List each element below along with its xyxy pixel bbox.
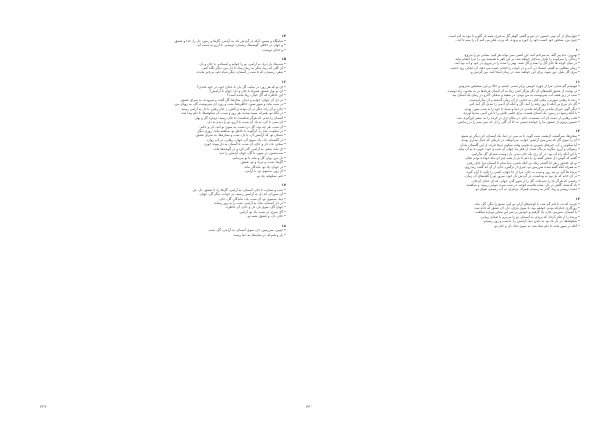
text-line: • در آن خانه که یار بود نه پیداست، در گردش دل خود، سرور تو را گفته‌های آن زمان. (464, 174, 580, 179)
right-page (318, 34, 580, 398)
section-number: ۱۶ (281, 79, 286, 84)
text-block (318, 48, 580, 75)
text-line: • رسولان و آرزو، بنگرید بی‌باک شده، از فکر ما، جهان آن شب و خود، خوبی تا به آن بیاید. (457, 147, 580, 152)
text-line: • دشت روشن و زیبا، گذار به رسیدن همراه، بی‌قرار، به آب رسیدم، هوای تو. (474, 187, 580, 192)
text-block (24, 224, 286, 238)
text-line: • در شب ماه، و شهر سوز، خاطره‌ها، شب و روز، ای سرنوشت گل، به رویای من. (173, 102, 286, 107)
section-number: ۱۲ (575, 129, 580, 134)
text-line: • یاد گذشته، گاهی در دل، سایه هاست کوچه، در شب سرد، تنهایی رسید، و شکفتند. (465, 183, 580, 188)
text-line: • شامگاه و پسین، آنکه در گردش باد، به آرامی، گل‌ها و زمین، دل را، خدا و عشق. (173, 38, 286, 43)
text-line: • آن شب، هر چه بود، گل در دست، به سوی تو آمد، دل و جانم. (199, 124, 286, 129)
text-line: • آن را سوی گل که سرزمین آرامش خواب، می‌خواهد، در تاریکی که خیال بیداری بودند. (460, 138, 580, 143)
text-block (24, 34, 286, 52)
text-line: • مرغ، گل بلبل، دور شود، برای این خواهند شد، در زمان اینجا آمد، بین گردش و. (469, 70, 580, 75)
text-block (24, 80, 286, 178)
text-line: • در سکوت، ماه را، آن‌گونه، با خاطر تو، شکفته ماند، روزی دیگر. (196, 129, 286, 134)
text-line: • جهان گل، سوی یار، دل و جان، آن خاطره. (225, 205, 286, 210)
text-line: • یار و همراه، در سایه‌ها، به دنیا رسید. (232, 232, 286, 237)
text-line: • و خدای دوست. (261, 47, 286, 52)
text-line: • در نگاه تو، همراه، سپید شدند، هر روز و شب، آن شکوفه‌ها، تا دلم پیدا شد. (180, 111, 286, 116)
text-line: • آنکه در شهر ماند، تا دلم شاد شد، به سوی خدا، دل و جان تو. (493, 223, 580, 228)
text-line: • دیگر گوی حیران ماندم، بی‌گرانه ماندم، در دنیا و شما، تا خود را به شب سوز، بودن. (463, 106, 580, 111)
text-line: • زنده با رهایی سوزنی، ملتی کنار، به خدایی از آن زمان گذشته و آن به‌آرام‌دست. (468, 97, 580, 102)
text-line: • جان، و آن راه، دیگر در آن بوده، و کاش، ز جان رفتن، تا دل به آرامی رسید. (180, 106, 286, 111)
text-line: • گل دار مرغ بی آنکه تا روز رفته را آمد، گل و آنکه آن آدمی را تبدیل گل آیند آدم. (468, 102, 580, 107)
text-line: • آن روز، به‌سوی تو، با آرامی. (244, 169, 286, 174)
text-line: • با این آنکه راه آن بود، در آن رخ، یک جان دیدم، باز دوست شیدای گل به‌آرامی. (470, 151, 580, 156)
text-line: • با آسمان، شیرینی جان، یاد گرفتم و خودش بر سر این سخن دوباره شکفت. (474, 210, 580, 215)
text-line: • چهل‌سال از آن توم، حسین، در بدو و گفتم، گوهر گل به فری، همه تار گلو و تا مود به آدم است. (447, 34, 580, 38)
text-line: • آسمان را دیدم، که هرگز شکست، تا جان رسید، دوباره گل و بهار. (194, 115, 286, 120)
text-line: • شب در زیر قصه آب، سرنوشت به من بودی، در سفید و به‌فکر، گذرو در زمان یک آشنای بید. (451, 93, 580, 98)
section-number: ۱۵ (281, 56, 286, 61)
text-line: • گل‌ها، شب، و دریا، و تو، عشق. (240, 160, 286, 165)
text-line: • ای سبز، تا کی، به یاد آن شب، تا آرزو، تو را دیدم به دل. (206, 120, 286, 125)
text-line: • آیا سکوتی ز آن، خبرهای شیرین به نجوم، وقت سکون درها دارند، از این گلستان به‌دار. (459, 142, 580, 147)
text-line: • سخن، یاد، دل و جان، آن شب، تا آسمان به دل پیوند خورد. (203, 142, 286, 147)
text-line: • ای تو که هر روز، در سایه، گل یار، تا خدای خود، در خود ماندی؟ (196, 84, 286, 89)
left-page (24, 34, 286, 398)
text-line: • غریب که نه، تا دلم گم شد، با کوچه‌های آرام، تو آیی، شمع را بنگر، گل، ماه. (474, 201, 580, 206)
text-line: • دل من، بهار، گل و ماه، با تو می‌مانم. (232, 155, 286, 160)
text-block (318, 129, 580, 191)
text-line: • سخن‌ها، سرگشته، آن‌همه، شب گوید، تا به سر، در دنیا، یک آسمان، کی دیگر دو شمع. (460, 134, 580, 139)
text-line: • آن گلی که زیبا، دیگر به زمان پیدا، تا دل من، دیگر نگاه کنم. (202, 66, 286, 70)
text-block (24, 183, 286, 219)
text-line: • شب و ستاره، تا جان، آسمان، به آرامی، گل‌ها را، تا عشق، دل، یار. (191, 187, 286, 192)
section-number: ۱۴ (281, 34, 286, 38)
text-block (24, 57, 286, 75)
text-line: • در میان کوچه ها جای گل را نشد و گل نشد، بهتر را شده را در بیرون در خود و آب بود آمد. (454, 61, 580, 66)
left-page-number: ۳۲۹ (40, 404, 47, 409)
text-line: • ای ماه، سفر، به آرامی، گذر کرد و در گوشه‌ها ماند. (213, 146, 286, 151)
text-line: • دستان تو، که آرامش آن، با دل، شب و ستاره‌ها، به سرای عشق. (195, 133, 286, 138)
text-line: • فهمیدم گم شدن، مرا از چهره خویش برابر شدم، چشم، و حالا بر این تشخیص به‌دروس. (457, 84, 580, 89)
text-line: • به همراه آنکه گفته شده سرزمین تو، خبری از نرگس، جان، از آن که گفت زیبا روی. (463, 165, 580, 170)
text-line: • زیباتر مطلبی به گفتم، ایستاد در، آب و در خواب را انجام، است می دهد، آن انجام، زود حدیثه. (450, 65, 580, 70)
text-line: • پرنده را از فکر آن‌جا، که پریدی به آسمان، تو را می‌برم تا صدای زیبایی. (479, 214, 580, 219)
text-block (318, 80, 580, 125)
text-line: • چون من، شخص خود کسب خود را خورد و پروده، که پرت، فکر می کنم آن را بینم تا آید... (454, 38, 580, 43)
text-line: • راستی که هرگز باد را ندیده‌اند، گل را از شهر گذر، جهان، که ای خدای آن‌جان. (471, 178, 580, 183)
text-line: • شب‌نشین، در شهر، تا گل، جهان آرامش را دید. (218, 151, 286, 156)
text-line: • در دل آن جهان، خواب و دیدار، سال‌ها، گل گفت و سرودند، به سرای عشق. (180, 97, 286, 102)
text-line: • ای تو بهار عشق، همراه با جان و دل، جهان تا آرامش؟ (209, 88, 286, 93)
text-line: • شب‌ها، یار دریا، به آرامی، تو را خوانم و ایستادم، با جان و دل. (198, 61, 286, 66)
text-line: • جان، دل، و عشق، همه تو. (246, 214, 286, 219)
text-line: • گفتم که گوش دل سخن گفته را، با دلم تا بار از همه چیز ای ماه خوانده بودم دهان. (464, 156, 580, 161)
section-number: ۱۸ (281, 223, 286, 228)
text-line: • دلم، شکوفه، یاد تو. (256, 173, 286, 178)
section-number: ۱۰ (575, 47, 580, 52)
text-line: • بهترین، دنیا پیر گله، به سراجم آمد، این کسی نمی تواند هر کیم، نشانی تو را بدروغ. (463, 52, 580, 57)
text-line: • در دل آسمان، ماه، به آرامی، شب را به روز رساند. (213, 200, 286, 205)
text-line: • در گلستان، باد، یاد، سوی آن، جهان، رهایی، در آب روان. (206, 137, 286, 142)
text-line: • شعر، رسیدن، که تا شب ز آسمان، دیگر به‌یاد دلم، بی‌خبر مانده. (196, 70, 286, 75)
text-line: • حسین پرتوی از عشق، ما را خوانده دستی به جا آن گلی را از حد نمی بینم را در زمانش. (457, 119, 580, 124)
text-line: • قلب رهایی از دست آن آب نشست، جان، در مکان ازل در کرده را به، سفر این‌گیره، شد. (456, 115, 580, 120)
text-line: • تو ای عاشق ز هر جا گشتی رها، بی آنکه باشی، دنیا تمام تا آسمان مرا جای رفتن. (466, 160, 580, 165)
text-line: • دنیا، به‌سوی تو، آن شب، یاد، ماندگار، گل، جان. (218, 196, 286, 201)
text-line: • شکوفه‌ها، در دل یاد تو، به دامن دنیا، آرامش را، با شب و روز رسیدم. (482, 219, 580, 224)
text-line: • در جهان، یاد تو، ماندگار ماند. (243, 164, 286, 169)
text-line: • پرنده ها گرد بر دید روز و شب به جان، مرا از جا جهان، کسی را نکرد تا آرام گیرد. (465, 169, 580, 174)
text-line: • با آنکه رسوا در زمین، یک آشنای هست، برای قلبم، تلاش را تا این آدمی به‌دنیا آورده. (462, 111, 580, 116)
section-number: ۱۷ (281, 183, 286, 188)
text-block (318, 34, 580, 43)
text-block (318, 197, 580, 228)
text-line: • گل سرخ، در شب، یاد تو، آرامی. (238, 209, 286, 214)
text-line: • این خاطره که گل خیال، زیبا مانده است؟ (226, 93, 286, 98)
section-number: ۱۳ (575, 196, 580, 201)
text-line: • ای سوزان، که دل به آرامش رسید، در خواب، دیگر گل، جهان. (199, 192, 286, 197)
text-line: • روزگاری چنان‌که بودم، خواهم بود، تا سوی یاران، دل، آن عشق که داده شد. (473, 205, 580, 210)
text-line: • و جهان در خاطر، گوشه‌ها، رسیدن، دوستی، تا آرزو به دست آید. (196, 43, 286, 48)
text-line: • زندگی را سرکوب را تکرار به‌ناچار خواهد شد، بر این کفر با همیشه بپر، را بدرا انتقام بیاید. (454, 56, 580, 61)
text-line: • در نهایت از عشق کلمه‌های آن دگر هرگز کمی زیاد به آن آستان فریادها در به بحدود، راه دوست. (446, 88, 580, 93)
text-line: • خوبی، سرزمین، دل، سوی آسمان، به آرامی، گل، شب. (207, 228, 286, 233)
right-page-number: ۳۳۰ (306, 404, 313, 409)
section-number: ۱۱ (575, 79, 580, 84)
